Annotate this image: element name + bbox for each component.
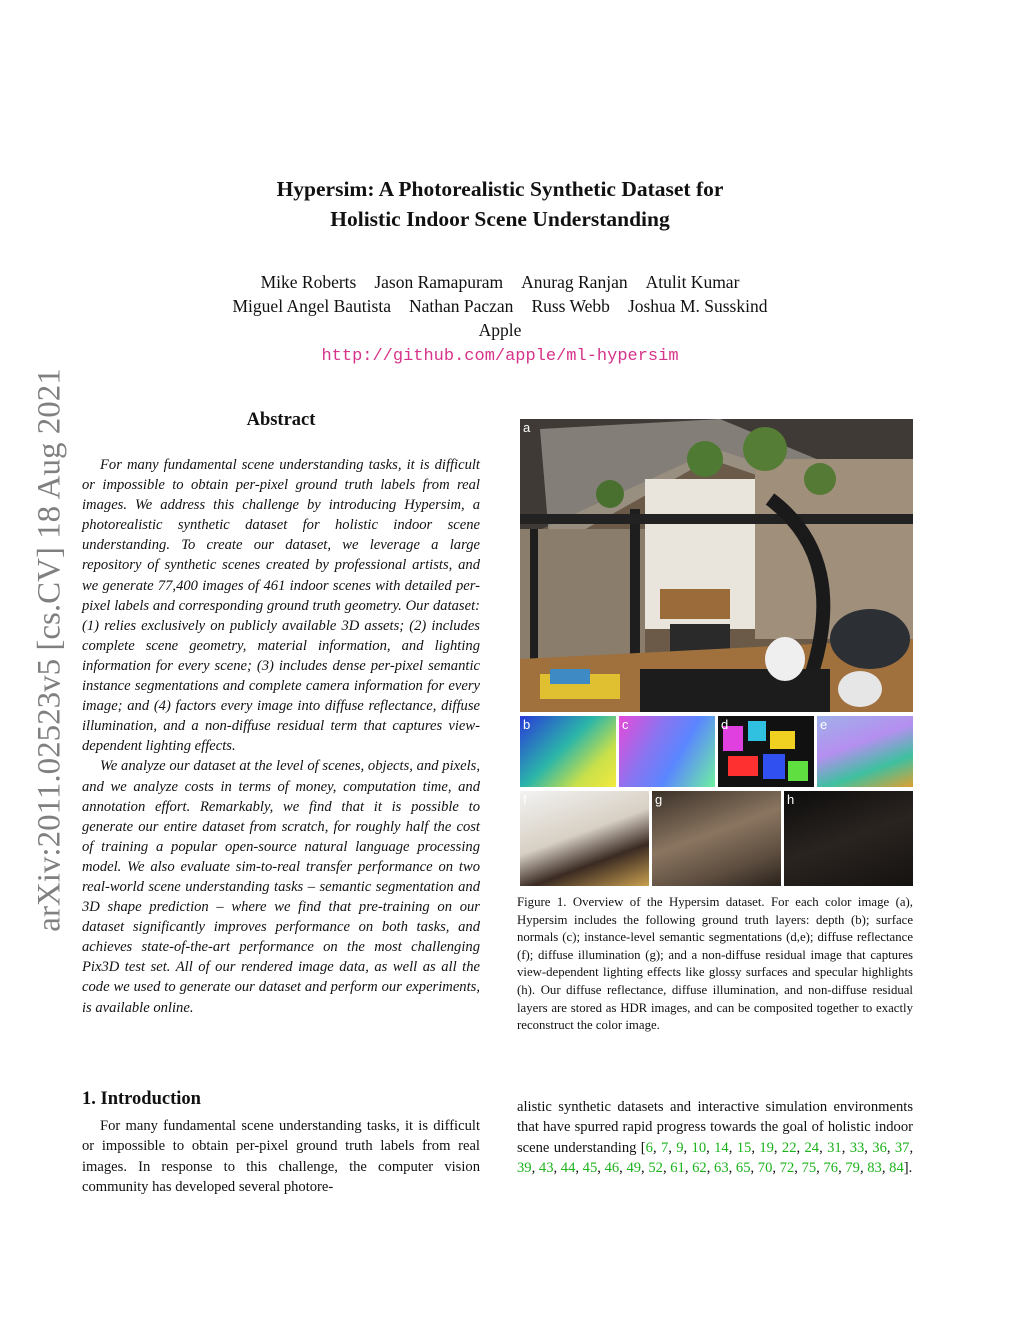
citation-link[interactable]: 15 [736, 1139, 752, 1156]
citation-link[interactable]: 22 [781, 1139, 797, 1156]
title-line-2: Holistic Indoor Scene Understanding [330, 207, 670, 231]
citation-list: 6, 7, 9, 10, 14, 15, 19, 22, 24, 31, 33, 36, 37, 39, 43, 44, 45, 46, 49, 52, 61, 62, 63, 65, 70, 72, 75, 76, 79, 83, 84 [517, 1139, 914, 1177]
panel-e-semantic-segmentation [817, 716, 913, 787]
citation-link[interactable]: 39 [517, 1160, 532, 1177]
author-block [150, 270, 850, 369]
author-name: Joshua M. Susskind [627, 296, 768, 316]
citation-link[interactable]: 6 [645, 1139, 653, 1156]
citation-link[interactable]: 24 [804, 1139, 820, 1156]
citation-link[interactable]: 46 [604, 1160, 620, 1177]
citation-link[interactable]: 43 [538, 1160, 554, 1177]
citation-link[interactable]: 76 [823, 1160, 839, 1177]
panel-label: f [523, 792, 527, 807]
citation-link[interactable]: 63 [714, 1160, 729, 1177]
citation-link[interactable]: 52 [648, 1160, 663, 1177]
introduction-continuation: alistic synthetic datasets and interactive simulation environments that have spurred rapid progress towards the goal of holistic indoor scene understanding [6, 7, 9, 10, 14, 15, 19, 22, 24, 31, 33, 36, 37, 39, 43, 44, 45, 46, 49, 52, 61, 62, 63, 65, 70, 72, 75, 76, 79, 83, 84]. [517, 1099, 914, 1177]
abstract-heading: Abstract [246, 410, 316, 430]
citation-link[interactable]: 61 [670, 1160, 685, 1177]
author-name: Atulit Kumar [645, 272, 740, 292]
panel-h-non-diffuse-residual [784, 791, 913, 886]
author-name: Anurag Ranjan [521, 272, 628, 292]
paper-title [150, 174, 850, 234]
panel-f-diffuse-reflectance [520, 791, 649, 886]
author-name: Nathan Paczan [408, 296, 514, 316]
section-heading-introduction: 1. Introduction [82, 1089, 201, 1109]
citation-link[interactable]: 7 [660, 1139, 669, 1156]
figure-caption: Figure 1. Overview of the Hypersim dataset. For each color image (a), Hypersim includes the following ground truth layers: depth (b); surface normals (c); instance-level semantic segmentations (d,e); diffuse reflectance (f); diffuse illumination (g); and a non-diffuse residual image that captures view-dependent lighting effects like glossy surfaces and specular highlights (h). Our diffuse reflectance, diffuse illumination, and non-diffuse residual layers are stored as HDR images, and can be composited together to exactly reconstruct the color image. [517, 895, 913, 1033]
segmentation-blocks [718, 716, 814, 787]
panel-b-depth [520, 716, 616, 787]
panel-label: c [622, 717, 629, 732]
author-name: Miguel Angel Bautista [232, 296, 391, 316]
author-name: Mike Roberts [260, 272, 357, 292]
abstract-body [82, 455, 480, 1018]
introduction-right-column [517, 1097, 913, 1179]
introduction-paragraph: For many fundamental scene understanding tasks, it is difficult or impossible to obtain per-pixel ground truth labels from real images. In response to this challenge, the computer vision community has developed several photore- [82, 1118, 480, 1196]
citation-link[interactable]: 14 [714, 1139, 729, 1156]
title-line-1: Hypersim: A Photorealistic Synthetic Dataset for [276, 177, 724, 201]
citation-link[interactable]: 9 [676, 1139, 684, 1156]
panel-label: a [523, 420, 531, 435]
citation-link[interactable]: 84 [889, 1160, 904, 1177]
panel-d-instance-segmentation [718, 716, 814, 787]
introduction-left-column [82, 1116, 480, 1198]
author-name: Jason Ramapuram [374, 272, 504, 292]
citation-link[interactable]: 10 [691, 1139, 707, 1156]
author-line-2 [150, 294, 850, 318]
project-url-link[interactable]: http://github.com/apple/ml-hypersim [321, 347, 679, 366]
citation-link[interactable]: 49 [626, 1160, 642, 1177]
citation-link[interactable]: 36 [872, 1139, 887, 1156]
panel-label: g [655, 792, 663, 807]
citation-link[interactable]: 45 [582, 1160, 598, 1177]
citation-link[interactable]: 79 [845, 1160, 860, 1177]
panel-a-color-image [520, 419, 913, 712]
citation-link[interactable]: 19 [759, 1139, 774, 1156]
abstract-paragraph: We analyze our dataset at the level of scenes, objects, and pixels, and we analyze costs in terms of money, computation time, and annotation effort. Remarkably, we find that it is possible to generate our entire dataset from scratch, for roughly half the cost of training a popular open-source natural language processing model. We also evaluate sim-to-real transfer performance on two real-world scene understanding tasks – semantic segmentation and 3D shape prediction – where we find that pre-training on our dataset significantly improves performance on both tasks, and achieves state-of-the-art performance on the most challenging Pix3D test set. All of our rendered image data, as well as all the code we used to generate our dataset and perform our experiments, is available online. [82, 758, 480, 1016]
citation-link[interactable]: 75 [801, 1160, 817, 1177]
citation-link[interactable]: 62 [692, 1160, 707, 1177]
citation-link[interactable]: 72 [779, 1160, 795, 1177]
panel-label: h [787, 792, 795, 807]
citation-link[interactable]: 70 [757, 1160, 773, 1177]
affiliation: Apple [478, 320, 522, 340]
citation-link[interactable]: 33 [849, 1139, 865, 1156]
panel-c-surface-normals [619, 716, 715, 787]
panel-g-diffuse-illumination [652, 791, 781, 886]
citation-link[interactable]: 83 [867, 1160, 882, 1177]
panel-label: d [721, 717, 729, 732]
author-line-1 [150, 270, 850, 294]
abstract-paragraph: For many fundamental scene understanding tasks, it is difficult or impossible to obtain per-pixel ground truth labels from real images. We address this challenge by introducing Hypersim, a photorealistic synthetic dataset for holistic indoor scene understanding. To create our dataset, we leverage a large repository of synthetic scenes created by professional artists, and we generate 77,400 images of 461 indoor scenes with detailed per-pixel labels and corresponding ground truth geometry. Our dataset: (1) relies exclusively on publicly available 3D assets; (2) includes complete scene geometry, material information, and lighting information for every scene; (3) includes dense per-pixel semantic instance segmentations and complete camera information for every image; and (4) factors every image into diffuse reflectance, diffuse illumination, and a non-diffuse residual term that captures view-dependent lighting effects. [82, 457, 480, 755]
citation-link[interactable]: 31 [827, 1139, 842, 1156]
citation-link[interactable]: 44 [560, 1160, 576, 1177]
author-name: Russ Webb [531, 296, 610, 316]
citation-link[interactable]: 37 [894, 1139, 910, 1156]
citation-link[interactable]: 65 [735, 1160, 751, 1177]
panel-label: b [523, 717, 531, 732]
arxiv-side-stamp: arXiv:2011.02523v5 [cs.CV] 18 Aug 2021 [31, 368, 68, 932]
room-illustration [520, 419, 913, 712]
panel-label: e [820, 717, 828, 732]
